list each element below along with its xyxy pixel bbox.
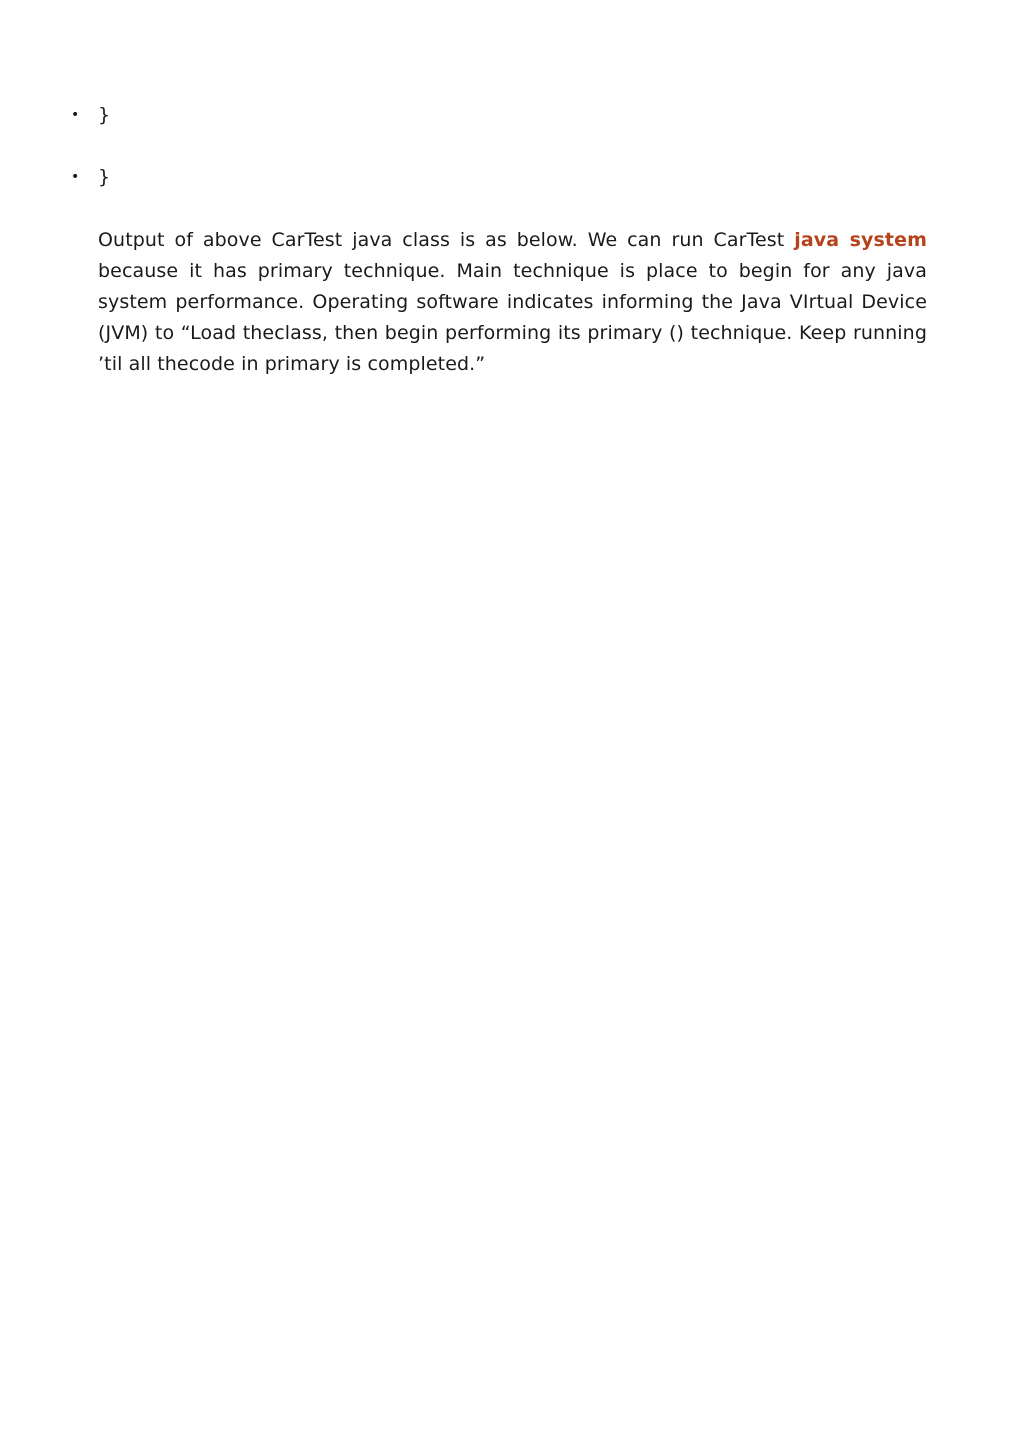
bullet-list xyxy=(68,100,928,224)
bullet-icon: • xyxy=(71,107,80,123)
list-item-text: } xyxy=(98,166,111,188)
java-system-link[interactable]: java system xyxy=(794,229,927,251)
bullet-icon: • xyxy=(71,169,80,185)
paragraph-text-after: because it has primary technique. Main technique is place to begin for any java system performance. Operating software indicates informing the Java VIrtual Device (JVM) to “Load theclass, then begin performing its primary () technique. Keep running ’til all thecode in primary is completed.” xyxy=(98,260,927,375)
list-item-text: } xyxy=(98,104,111,126)
list-item xyxy=(68,100,928,131)
body-paragraph xyxy=(98,225,927,380)
list-item xyxy=(68,162,928,193)
paragraph-text-before: Output of above CarTest java class is as below. We can run CarTest xyxy=(98,229,795,251)
